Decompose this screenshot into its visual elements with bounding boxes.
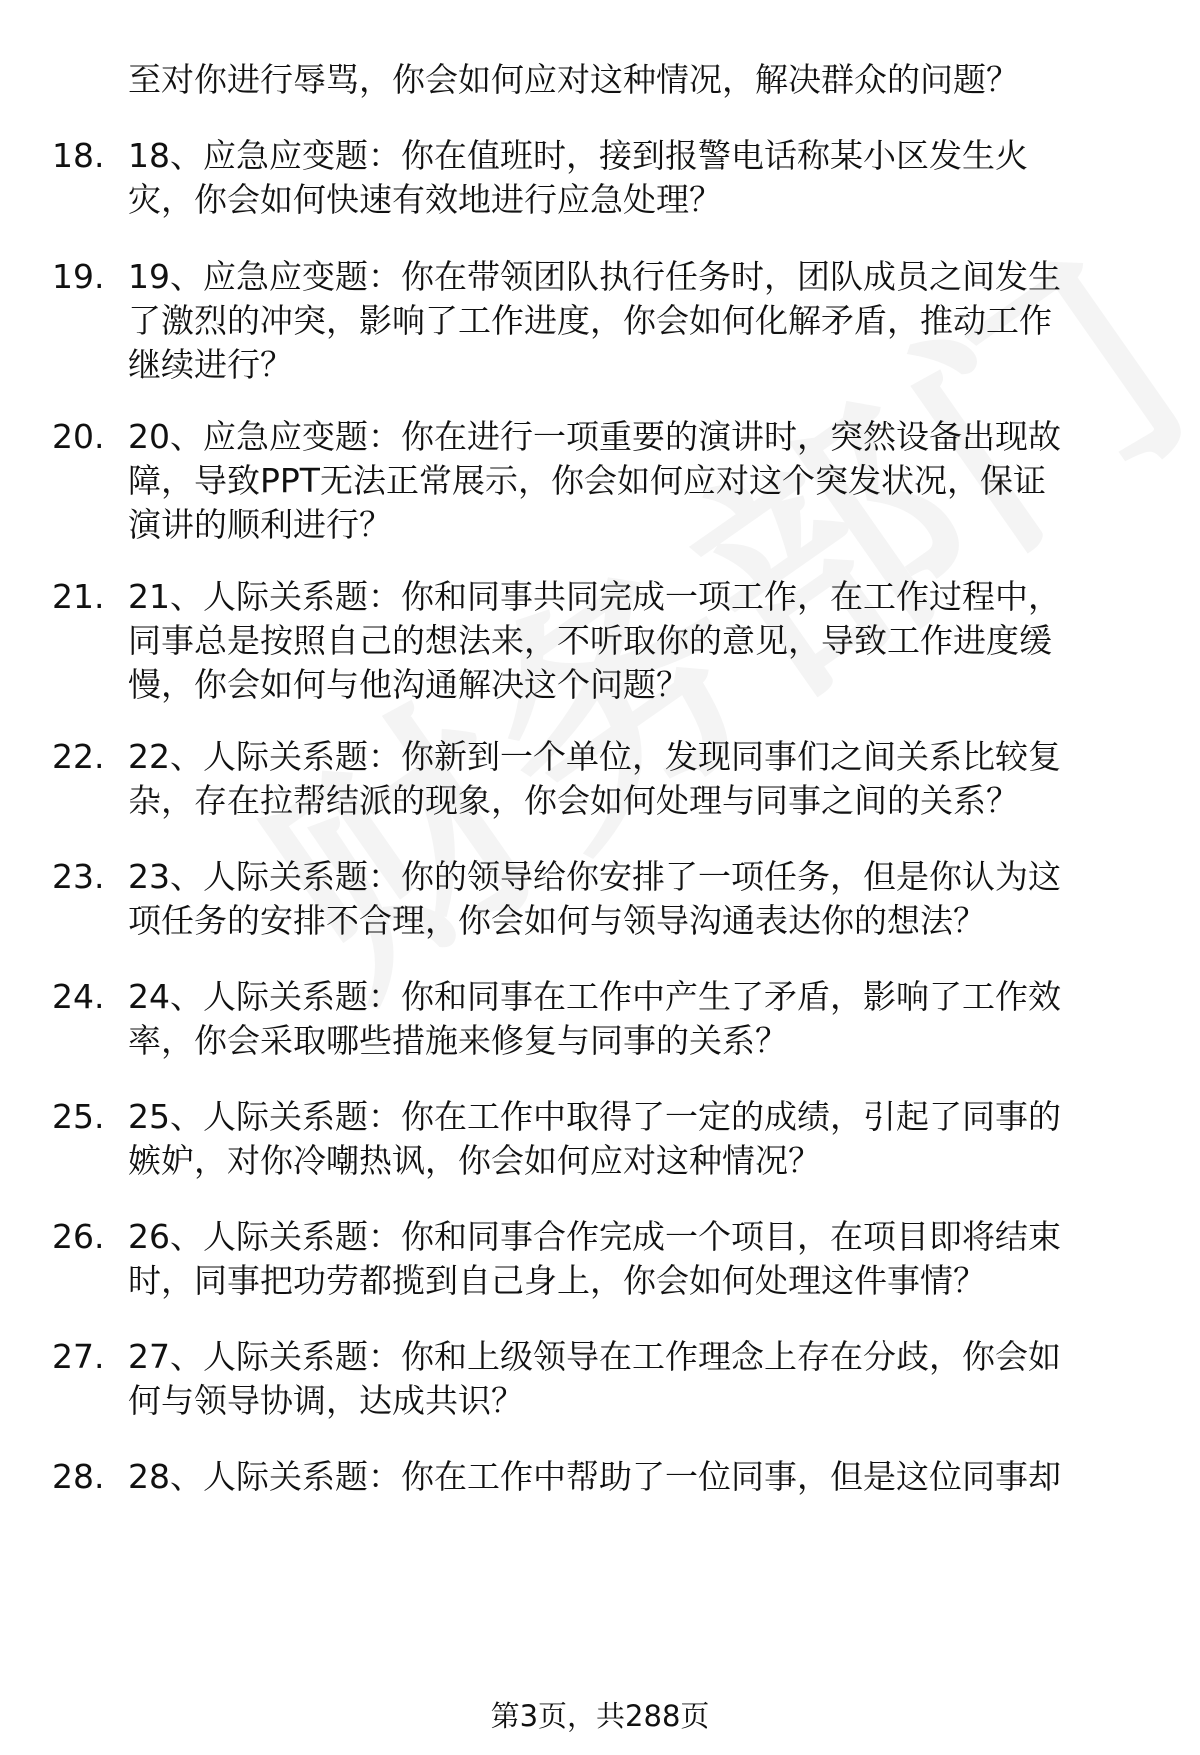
item-line: 项任务的安排不合理，你会如何与领导沟通表达你的想法？ [128, 901, 986, 940]
item-number: 19. [52, 257, 105, 296]
item-text [128, 735, 1148, 823]
item-line: 18、应急应变题：你在值班时，接到报警电话称某小区发生火 [128, 136, 1028, 175]
item-line: 演讲的顺利进行？ [128, 505, 392, 544]
item-line: 24、人际关系题：你和同事在工作中产生了矛盾，影响了工作效 [128, 977, 1061, 1016]
item-number: 24. [52, 977, 105, 1016]
item-text [128, 415, 1148, 547]
item-text [128, 255, 1148, 387]
item-line: 27、人际关系题：你和上级领导在工作理念上存在分歧，你会如 [128, 1337, 1061, 1376]
item-line: 19、应急应变题：你在带领团队执行任务时，团队成员之间发生 [128, 257, 1061, 296]
item-line: 障，导致PPT无法正常展示，你会如何应对这个突发状况，保证 [128, 461, 1046, 500]
continuation-text: 至对你进行辱骂，你会如何应对这种情况，解决群众的问题？ [128, 60, 1019, 99]
item-text [128, 1215, 1148, 1303]
item-number: 22. [52, 737, 105, 776]
item-line: 25、人际关系题：你在工作中取得了一定的成绩，引起了同事的 [128, 1097, 1061, 1136]
item-line: 率，你会采取哪些措施来修复与同事的关系？ [128, 1021, 788, 1060]
item-line: 了激烈的冲突，影响了工作进度，你会如何化解矛盾，推动工作 [128, 301, 1052, 340]
item-line: 灾，你会如何快速有效地进行应急处理？ [128, 180, 722, 219]
item-number: 18. [52, 136, 105, 175]
item-number: 23. [52, 857, 105, 896]
item-text [128, 855, 1148, 943]
item-line: 嫉妒，对你冷嘲热讽，你会如何应对这种情况？ [128, 1141, 821, 1180]
item-line: 何与领导协调，达成共识？ [128, 1381, 524, 1420]
item-text [128, 1335, 1148, 1423]
item-text [128, 1095, 1148, 1183]
item-number: 25. [52, 1097, 105, 1136]
item-text [128, 575, 1148, 707]
item-line: 28、人际关系题：你在工作中帮助了一位同事，但是这位同事却 [128, 1457, 1061, 1496]
item-line: 22、人际关系题：你新到一个单位，发现同事们之间关系比较复 [128, 737, 1061, 776]
item-line: 继续进行？ [128, 345, 293, 384]
item-line: 26、人际关系题：你和同事合作完成一个项目，在项目即将结束 [128, 1217, 1061, 1256]
item-text [128, 1455, 1148, 1499]
item-line: 21、人际关系题：你和同事共同完成一项工作，在工作过程中， [128, 577, 1061, 616]
item-text [128, 975, 1148, 1063]
item-number: 21. [52, 577, 105, 616]
item-number: 27. [52, 1337, 105, 1376]
item-line: 20、应急应变题：你在进行一项重要的演讲时，突然设备出现故 [128, 417, 1061, 456]
item-number: 26. [52, 1217, 105, 1256]
item-number: 20. [52, 417, 105, 456]
item-line: 慢，你会如何与他沟通解决这个问题？ [128, 665, 689, 704]
page-footer: 第3页，共288页 [490, 1699, 710, 1733]
item-line: 23、人际关系题：你的领导给你安排了一项任务，但是你认为这 [128, 857, 1061, 896]
item-line: 杂，存在拉帮结派的现象，你会如何处理与同事之间的关系？ [128, 781, 1019, 820]
item-line: 时，同事把功劳都揽到自己身上，你会如何处理这件事情？ [128, 1261, 986, 1300]
item-text [128, 134, 1148, 222]
item-line: 同事总是按照自己的想法来，不听取你的意见，导致工作进度缓 [128, 621, 1052, 660]
item-number: 28. [52, 1457, 105, 1496]
